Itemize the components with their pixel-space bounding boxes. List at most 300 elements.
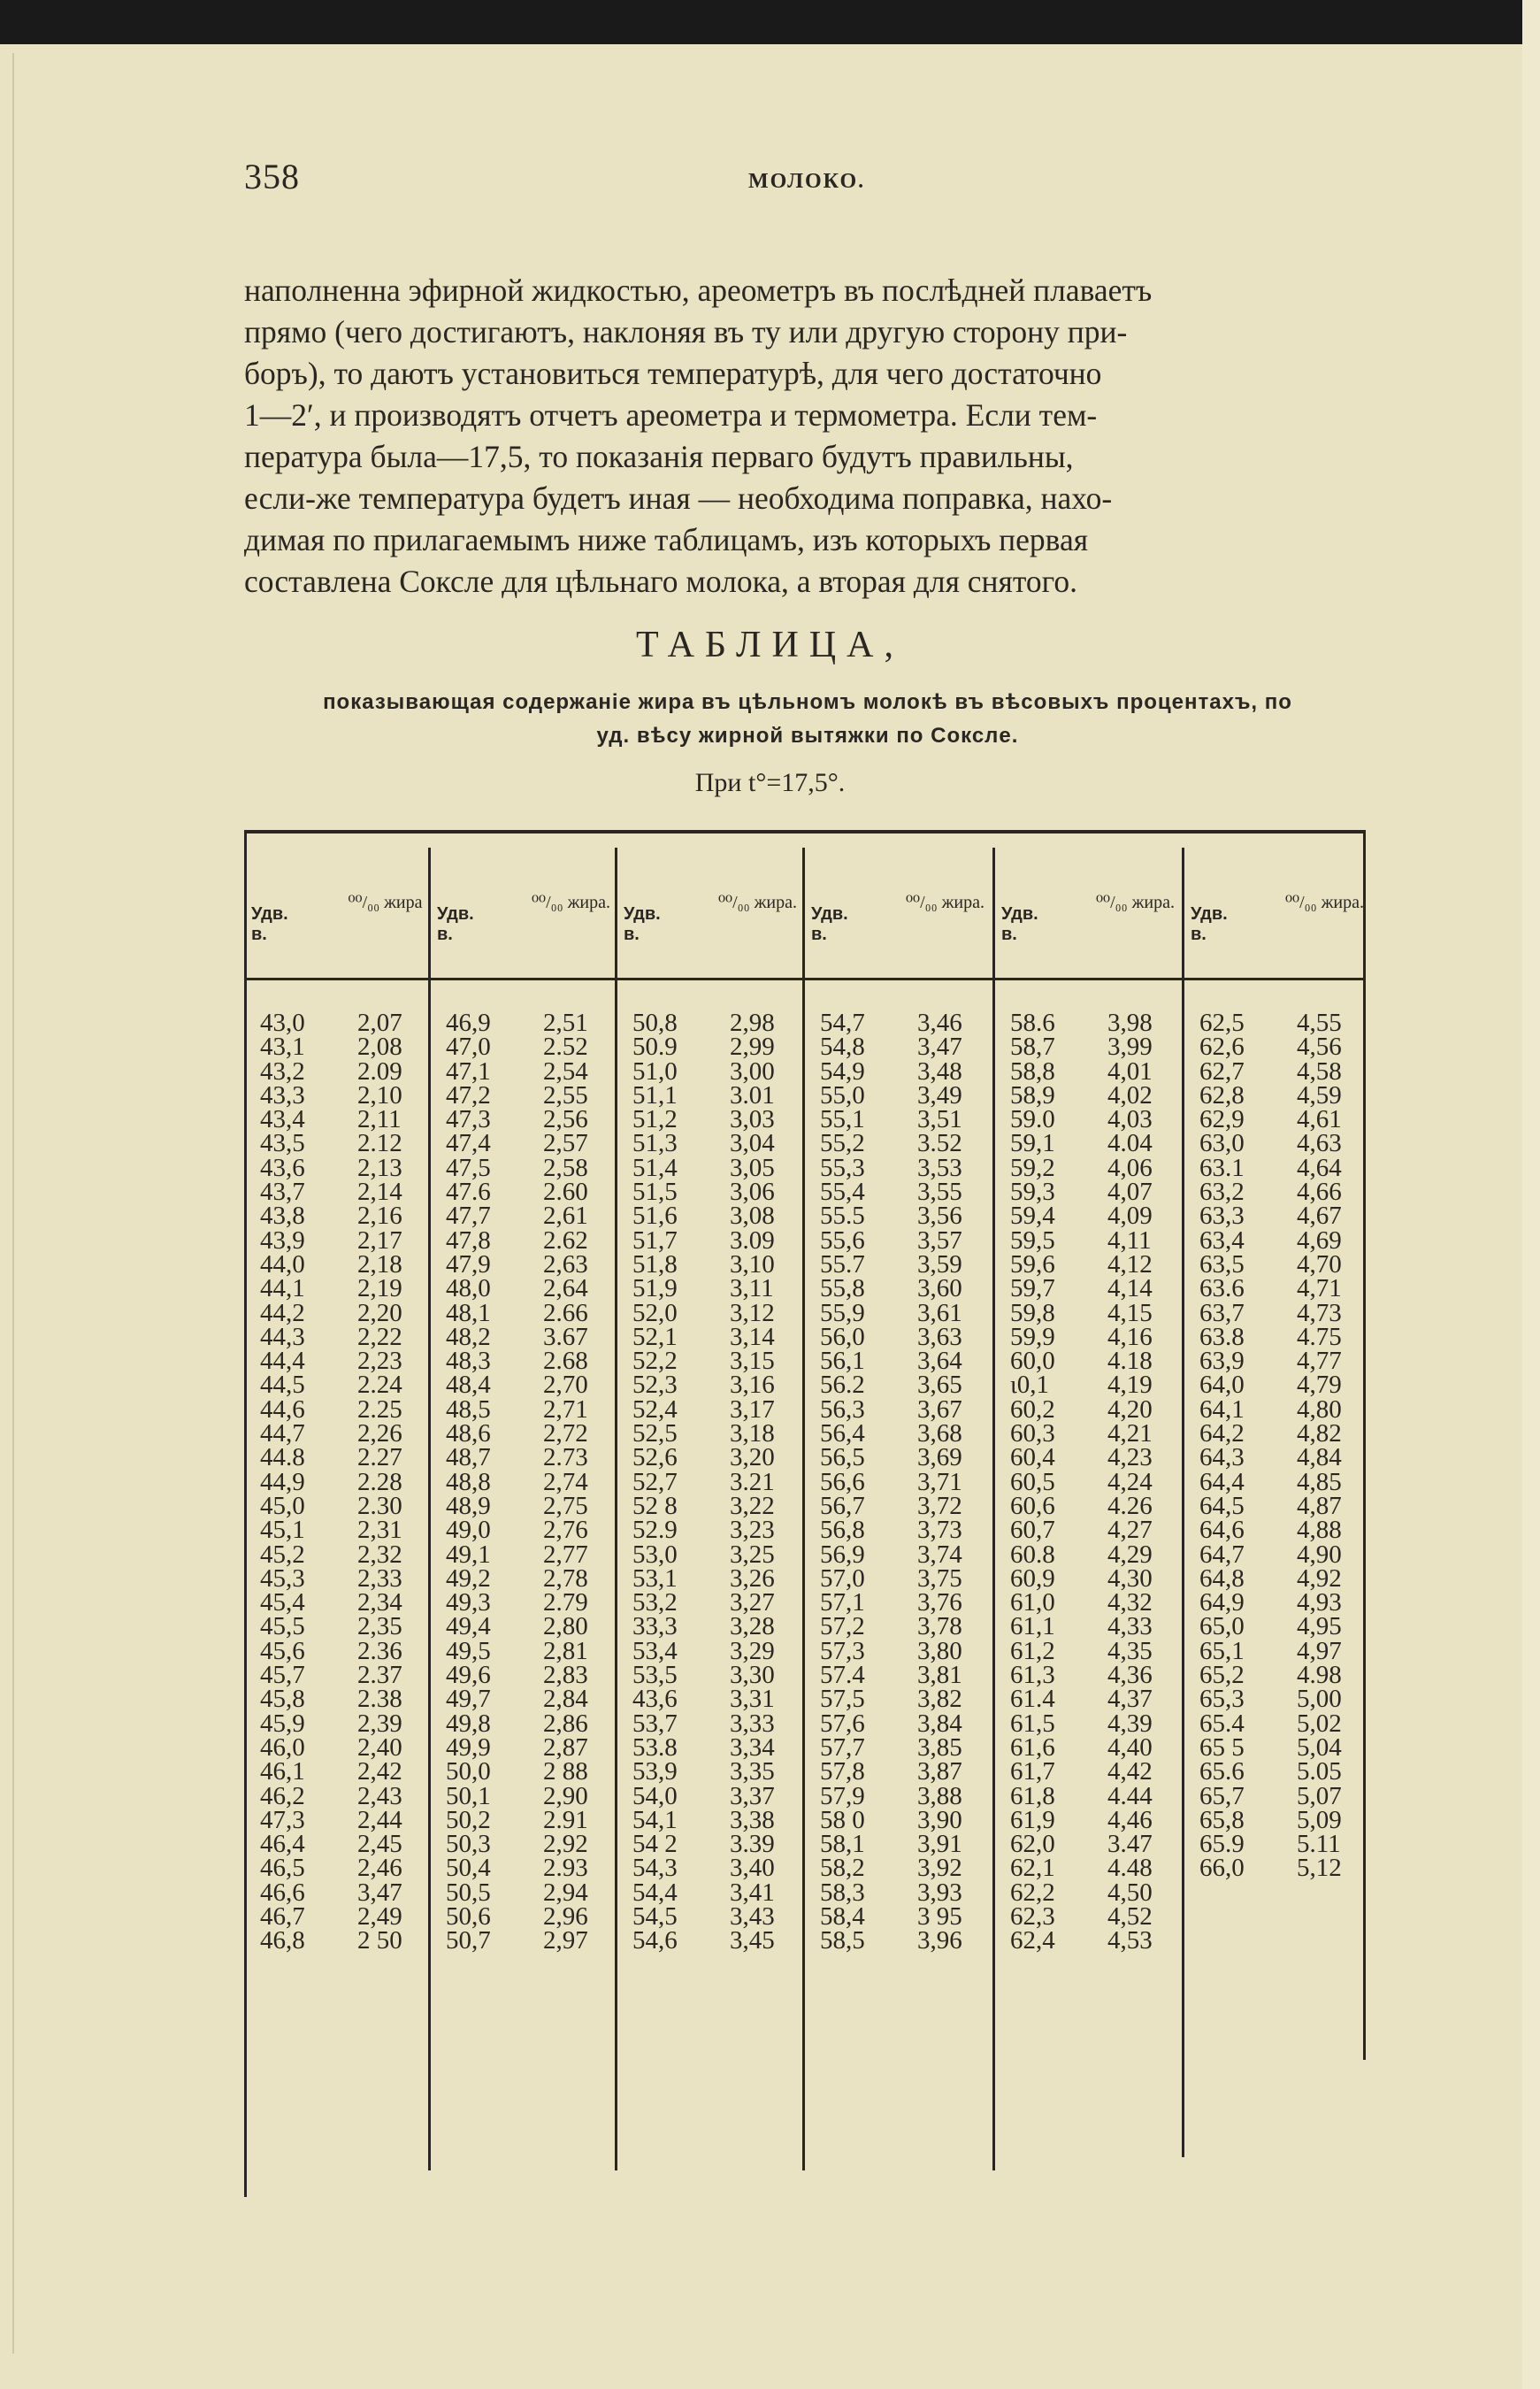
table-row xyxy=(1199,1129,1376,1158)
specific-gravity-cell: 63,0 xyxy=(1199,1129,1245,1158)
specific-gravity-cell: 43,6 xyxy=(260,1153,305,1182)
specific-gravity-cell: 52,5 xyxy=(632,1419,678,1448)
fat-percent-cell: 3,57 xyxy=(917,1225,962,1255)
fat-percent-cell: 4,84 xyxy=(1297,1443,1342,1472)
specific-gravity-cell: 63,5 xyxy=(1199,1249,1245,1279)
specific-gravity-cell: 49,8 xyxy=(446,1709,491,1738)
fat-percent-cell: 3,31 xyxy=(730,1685,775,1714)
fat-percent-cell: 3,88 xyxy=(917,1781,962,1810)
specific-gravity-cell: 58,3 xyxy=(820,1878,865,1907)
table-row xyxy=(820,1080,997,1110)
table-row xyxy=(446,1563,623,1593)
fat-percent-cell: 3,69 xyxy=(917,1443,962,1472)
table-row xyxy=(446,1178,623,1207)
specific-gravity-cell: 49,0 xyxy=(446,1516,491,1545)
table-row xyxy=(632,1612,809,1641)
column-header-udv: Удв. в. xyxy=(624,904,661,944)
body-line: наполненна эфирной жидкостью, ареометръ въ послѣдней плаваетъ xyxy=(244,273,1153,308)
fat-percent-cell: 2,54 xyxy=(543,1056,588,1086)
fat-percent-cell: 2.60 xyxy=(543,1178,588,1207)
table-row xyxy=(820,1129,997,1158)
table-row xyxy=(1010,1732,1187,1762)
specific-gravity-cell: 44,4 xyxy=(260,1347,305,1376)
specific-gravity-cell: 53,0 xyxy=(632,1540,678,1569)
specific-gravity-cell: 62,0 xyxy=(1010,1830,1055,1859)
specific-gravity-cell: 54,3 xyxy=(632,1854,678,1883)
table-row xyxy=(632,1636,809,1665)
specific-gravity-cell: 49,7 xyxy=(446,1685,491,1714)
fat-percent-cell: 4,36 xyxy=(1107,1661,1153,1690)
specific-gravity-cell: 64,8 xyxy=(1199,1563,1245,1593)
fat-percent-cell: 4,23 xyxy=(1107,1443,1153,1472)
specific-gravity-cell: 48,8 xyxy=(446,1467,491,1496)
table-row xyxy=(1010,1757,1187,1786)
body-line: если-же температура будетъ иная — необходима поправка, нахо- xyxy=(244,480,1113,516)
table-row xyxy=(260,1540,437,1569)
column-header-percent: ⁰⁰/₀₀ жира. xyxy=(1096,893,1175,912)
specific-gravity-cell: 52 8 xyxy=(632,1491,678,1520)
table-row xyxy=(820,1443,997,1472)
table-row xyxy=(260,1612,437,1641)
table-title: ТАБЛИЦА, xyxy=(636,625,904,665)
table-row xyxy=(446,1202,623,1231)
fat-percent-cell: 2,84 xyxy=(543,1685,588,1714)
fat-percent-cell: 5,02 xyxy=(1297,1709,1342,1738)
specific-gravity-cell: 52,1 xyxy=(632,1322,678,1351)
table-row xyxy=(446,1298,623,1327)
specific-gravity-cell: 45,7 xyxy=(260,1661,305,1690)
fat-percent-cell: 3,45 xyxy=(730,1926,775,1955)
specific-gravity-cell: 51,4 xyxy=(632,1153,678,1182)
specific-gravity-cell: 60,6 xyxy=(1010,1491,1055,1520)
specific-gravity-cell: 58,7 xyxy=(1010,1033,1055,1062)
fat-percent-cell: 2,94 xyxy=(543,1878,588,1907)
specific-gravity-cell: 50,3 xyxy=(446,1830,491,1859)
specific-gravity-cell: 65.9 xyxy=(1199,1830,1245,1859)
fat-percent-cell: 4,58 xyxy=(1297,1056,1342,1086)
specific-gravity-cell: 49,3 xyxy=(446,1588,491,1617)
fat-percent-cell: 3,35 xyxy=(730,1757,775,1786)
table-row xyxy=(446,1901,623,1931)
table-row xyxy=(1199,1419,1376,1448)
table-row xyxy=(1199,1805,1376,1834)
specific-gravity-cell: 61,9 xyxy=(1010,1805,1055,1834)
specific-gravity-cell: 55,9 xyxy=(820,1298,865,1327)
specific-gravity-cell: 50,6 xyxy=(446,1901,491,1931)
table-row xyxy=(820,1394,997,1424)
specific-gravity-cell: 58,2 xyxy=(820,1854,865,1883)
specific-gravity-cell: 50,5 xyxy=(446,1878,491,1907)
specific-gravity-cell: 46,7 xyxy=(260,1901,305,1931)
table-row xyxy=(260,1588,437,1617)
table-row xyxy=(1199,1249,1376,1279)
specific-gravity-cell: 48,5 xyxy=(446,1394,491,1424)
specific-gravity-cell: 55,1 xyxy=(820,1105,865,1134)
table-row xyxy=(632,1805,809,1834)
column-header-percent: ⁰⁰/₀₀ жира. xyxy=(718,893,797,912)
table-row xyxy=(446,1830,623,1859)
table-row xyxy=(820,1056,997,1086)
fat-percent-cell: 4,11 xyxy=(1107,1225,1152,1255)
specific-gravity-cell: 60,9 xyxy=(1010,1563,1055,1593)
specific-gravity-cell: 50,8 xyxy=(632,1009,678,1037)
fat-percent-cell: 3,27 xyxy=(730,1588,775,1617)
specific-gravity-cell: 63.6 xyxy=(1199,1274,1245,1303)
specific-gravity-cell: 57,8 xyxy=(820,1757,865,1786)
specific-gravity-cell: 62,1 xyxy=(1010,1854,1055,1883)
table-row xyxy=(820,1274,997,1303)
fat-percent-cell: 2.68 xyxy=(543,1347,588,1376)
specific-gravity-cell: 62,4 xyxy=(1010,1926,1055,1955)
fat-percent-cell: 3,53 xyxy=(917,1153,962,1182)
fat-percent-cell: 2,34 xyxy=(357,1588,402,1617)
fat-percent-cell: 2,40 xyxy=(357,1732,402,1762)
fat-percent-cell: 2.36 xyxy=(357,1636,402,1665)
fat-percent-cell: 3,41 xyxy=(730,1878,775,1907)
fat-percent-cell: 2,08 xyxy=(357,1033,402,1062)
specific-gravity-cell: 57,5 xyxy=(820,1685,865,1714)
table-row xyxy=(820,1371,997,1400)
fat-percent-cell: 3,82 xyxy=(917,1685,962,1714)
fat-percent-cell: 3,99 xyxy=(1107,1033,1153,1062)
specific-gravity-cell: 49,2 xyxy=(446,1563,491,1593)
table-row xyxy=(260,1830,437,1859)
specific-gravity-cell: 47.6 xyxy=(446,1178,491,1207)
specific-gravity-cell: 63,7 xyxy=(1199,1298,1245,1327)
table-row xyxy=(820,1153,997,1182)
specific-gravity-cell: 46,1 xyxy=(260,1757,305,1786)
table-row xyxy=(632,1830,809,1859)
specific-gravity-cell: 63.1 xyxy=(1199,1153,1245,1182)
fat-percent-cell: 5,09 xyxy=(1297,1805,1342,1834)
fat-percent-cell: 3,71 xyxy=(917,1467,962,1496)
specific-gravity-cell: 59,6 xyxy=(1010,1249,1055,1279)
specific-gravity-cell: 45,3 xyxy=(260,1563,305,1593)
fat-percent-cell: 3,60 xyxy=(917,1274,962,1303)
fat-percent-cell: 4,37 xyxy=(1107,1685,1153,1714)
table-row xyxy=(1010,1491,1187,1520)
specific-gravity-cell: 57,2 xyxy=(820,1612,865,1641)
fat-percent-cell: 2,74 xyxy=(543,1467,588,1496)
specific-gravity-cell: 43,4 xyxy=(260,1105,305,1134)
specific-gravity-cell: 57,6 xyxy=(820,1709,865,1738)
table-row xyxy=(260,1033,437,1062)
specific-gravity-cell: 62,9 xyxy=(1199,1105,1245,1134)
table-row xyxy=(820,1588,997,1617)
fat-percent-cell: 3,00 xyxy=(730,1056,775,1086)
table-row xyxy=(260,1491,437,1520)
specific-gravity-cell: 50,1 xyxy=(446,1781,491,1810)
table-row xyxy=(1199,1612,1376,1641)
specific-gravity-cell: 61,7 xyxy=(1010,1757,1055,1786)
specific-gravity-cell: 53,5 xyxy=(632,1661,678,1690)
fat-percent-cell: 4,12 xyxy=(1107,1249,1153,1279)
fat-percent-cell: 4,97 xyxy=(1297,1636,1342,1665)
table-row xyxy=(632,1249,809,1279)
table-row xyxy=(446,1516,623,1545)
specific-gravity-cell: 56.2 xyxy=(820,1371,865,1400)
table-row xyxy=(1199,1322,1376,1351)
table-row xyxy=(446,1443,623,1472)
fat-percent-cell: 3,18 xyxy=(730,1419,775,1448)
specific-gravity-cell: 44,9 xyxy=(260,1467,305,1496)
fat-percent-cell: 2,80 xyxy=(543,1612,588,1641)
table-row xyxy=(632,1011,809,1035)
fat-percent-cell: 2,46 xyxy=(357,1854,402,1883)
specific-gravity-cell: 57.4 xyxy=(820,1661,865,1690)
fat-percent-cell: 3,76 xyxy=(917,1588,962,1617)
table-row xyxy=(820,1612,997,1641)
specific-gravity-cell: 55.5 xyxy=(820,1202,865,1231)
specific-gravity-cell: 43,9 xyxy=(260,1225,305,1255)
table-row xyxy=(446,1661,623,1690)
table-row xyxy=(446,1491,623,1520)
table-row xyxy=(820,1322,997,1351)
specific-gravity-cell: 56,7 xyxy=(820,1491,865,1520)
table-row xyxy=(446,1011,623,1035)
specific-gravity-cell: 44,1 xyxy=(260,1274,305,1303)
table-row xyxy=(1010,1347,1187,1376)
fat-percent-cell: 4,92 xyxy=(1297,1563,1342,1593)
fat-percent-cell: 2,39 xyxy=(357,1709,402,1738)
table-row xyxy=(632,1540,809,1569)
fat-percent-cell: 3,08 xyxy=(730,1202,775,1231)
column-header-percent: ⁰⁰/₀₀ жира. xyxy=(532,893,610,912)
fat-percent-cell: 2,55 xyxy=(543,1080,588,1110)
specific-gravity-cell: 46,0 xyxy=(260,1732,305,1762)
specific-gravity-cell: 60,0 xyxy=(1010,1347,1055,1376)
table-row xyxy=(632,1347,809,1376)
table-row xyxy=(632,1516,809,1545)
specific-gravity-cell: 65.6 xyxy=(1199,1757,1245,1786)
specific-gravity-cell: 56,0 xyxy=(820,1322,865,1351)
table-row xyxy=(446,1685,623,1714)
fat-percent-cell: 3,03 xyxy=(730,1105,775,1134)
fat-percent-cell: 3,91 xyxy=(917,1830,962,1859)
table-row xyxy=(260,1443,437,1472)
fat-percent-cell: 2,90 xyxy=(543,1781,588,1810)
specific-gravity-cell: 43,8 xyxy=(260,1202,305,1231)
specific-gravity-cell: 58,8 xyxy=(1010,1056,1055,1086)
table-row xyxy=(1010,1805,1187,1834)
table-row xyxy=(632,1056,809,1086)
specific-gravity-cell: 52,7 xyxy=(632,1467,678,1496)
fat-percent-cell: 4.75 xyxy=(1297,1322,1342,1351)
specific-gravity-cell: 64,5 xyxy=(1199,1491,1245,1520)
specific-gravity-cell: 48,4 xyxy=(446,1371,491,1400)
specific-gravity-cell: 64,0 xyxy=(1199,1371,1245,1400)
specific-gravity-cell: 57,0 xyxy=(820,1563,865,1593)
table-row xyxy=(446,1105,623,1134)
specific-gravity-cell: 57,1 xyxy=(820,1588,865,1617)
specific-gravity-cell: 53,2 xyxy=(632,1588,678,1617)
fat-percent-cell: 3,64 xyxy=(917,1347,962,1376)
body-line: пература была—17,5, то показанія перваго будутъ правильны, xyxy=(244,439,1074,474)
fat-percent-cell: 3,92 xyxy=(917,1854,962,1883)
table-row xyxy=(446,1056,623,1086)
table-row xyxy=(1199,1516,1376,1545)
specific-gravity-cell: 50,0 xyxy=(446,1757,491,1786)
specific-gravity-cell: 44,5 xyxy=(260,1371,305,1400)
specific-gravity-cell: 52,6 xyxy=(632,1443,678,1472)
table-row xyxy=(632,1153,809,1182)
specific-gravity-cell: 45,9 xyxy=(260,1709,305,1738)
specific-gravity-cell: 47,2 xyxy=(446,1080,491,1110)
fat-percent-cell: 3,26 xyxy=(730,1563,775,1593)
specific-gravity-cell: 55,2 xyxy=(820,1129,865,1158)
table-row xyxy=(820,1225,997,1255)
fat-percent-cell: 3.52 xyxy=(917,1129,962,1158)
fat-percent-cell: 2.09 xyxy=(357,1056,402,1086)
table-row xyxy=(820,1298,997,1327)
specific-gravity-cell: 59,7 xyxy=(1010,1274,1055,1303)
fat-percent-cell: 4,79 xyxy=(1297,1371,1342,1400)
table-row xyxy=(820,1830,997,1859)
page-number: 358 xyxy=(244,157,300,196)
table-header-rule xyxy=(244,978,1366,980)
specific-gravity-cell: 64,7 xyxy=(1199,1540,1245,1569)
table-row xyxy=(446,1322,623,1351)
table-row xyxy=(260,1781,437,1810)
fat-percent-cell: 3,12 xyxy=(730,1298,775,1327)
fat-percent-cell: 4,40 xyxy=(1107,1732,1153,1762)
specific-gravity-cell: 61,8 xyxy=(1010,1781,1055,1810)
fat-percent-cell: 5.05 xyxy=(1297,1757,1342,1786)
specific-gravity-cell: 48,2 xyxy=(446,1322,491,1351)
fat-percent-cell: 2,45 xyxy=(357,1830,402,1859)
specific-gravity-cell: 50.9 xyxy=(632,1033,678,1062)
table-row xyxy=(260,1274,437,1303)
specific-gravity-cell: 49,6 xyxy=(446,1661,491,1690)
fat-percent-cell: 3,06 xyxy=(730,1178,775,1207)
fat-percent-cell: 4,95 xyxy=(1297,1612,1342,1641)
fat-percent-cell: 3,75 xyxy=(917,1563,962,1593)
specific-gravity-cell: 46,6 xyxy=(260,1878,305,1907)
specific-gravity-cell: 44.8 xyxy=(260,1443,305,1472)
specific-gravity-cell: 47,1 xyxy=(446,1056,491,1086)
fat-percent-cell: 5.11 xyxy=(1297,1830,1341,1859)
body-line: боръ), то даютъ установиться температурѣ, для чего достаточно xyxy=(244,356,1102,391)
table-row xyxy=(1199,1661,1376,1690)
table-row xyxy=(1199,1033,1376,1062)
table-row xyxy=(632,1757,809,1786)
table-row xyxy=(632,1661,809,1690)
specific-gravity-cell: 62,2 xyxy=(1010,1878,1055,1907)
specific-gravity-cell: 63,2 xyxy=(1199,1178,1245,1207)
fat-percent-cell: 4.26 xyxy=(1107,1491,1153,1520)
specific-gravity-cell: 59,5 xyxy=(1010,1225,1055,1255)
table-row xyxy=(1010,1129,1187,1158)
table-row xyxy=(1199,1732,1376,1762)
column-header-udv: Удв. в. xyxy=(251,904,288,944)
table-data-column xyxy=(446,1011,623,1954)
fat-percent-cell: 3,74 xyxy=(917,1540,962,1569)
specific-gravity-cell: 56,9 xyxy=(820,1540,865,1569)
specific-gravity-cell: 47,3 xyxy=(446,1105,491,1134)
fat-percent-cell: 3,20 xyxy=(730,1443,775,1472)
fat-percent-cell: 2,49 xyxy=(357,1901,402,1931)
fat-percent-cell: 5,04 xyxy=(1297,1732,1342,1762)
table-row xyxy=(260,1105,437,1134)
table-row xyxy=(446,1781,623,1810)
table-row xyxy=(632,1709,809,1738)
specific-gravity-cell: 51,5 xyxy=(632,1178,678,1207)
scan-top-border xyxy=(0,0,1540,44)
specific-gravity-cell: 54,9 xyxy=(820,1056,865,1086)
table-row xyxy=(260,1202,437,1231)
table-row xyxy=(820,1347,997,1376)
specific-gravity-cell: 51,1 xyxy=(632,1080,678,1110)
specific-gravity-cell: 65.4 xyxy=(1199,1709,1245,1738)
specific-gravity-cell: 65,2 xyxy=(1199,1661,1245,1690)
specific-gravity-cell: 54,1 xyxy=(632,1805,678,1834)
table-row xyxy=(446,1926,623,1955)
specific-gravity-cell: 46,4 xyxy=(260,1830,305,1859)
specific-gravity-cell: 47,9 xyxy=(446,1249,491,1279)
table-row xyxy=(632,1854,809,1883)
table-row xyxy=(260,1298,437,1327)
fat-percent-cell: 2,96 xyxy=(543,1901,588,1931)
fat-percent-cell: 3,78 xyxy=(917,1612,962,1641)
table-caption-line: показывающая содержаніе жира въ цѣльномъ молокѣ въ вѣсовыхъ процентахъ, по xyxy=(323,690,1292,714)
column-header-udv: Удв. в. xyxy=(811,904,848,944)
specific-gravity-cell: 62,8 xyxy=(1199,1080,1245,1110)
specific-gravity-cell: 62,6 xyxy=(1199,1033,1245,1062)
specific-gravity-cell: 53.8 xyxy=(632,1732,678,1762)
specific-gravity-cell: 59,2 xyxy=(1010,1153,1055,1182)
fat-percent-cell: 4,32 xyxy=(1107,1588,1153,1617)
fat-percent-cell: 3,72 xyxy=(917,1491,962,1520)
fat-percent-cell: 2.38 xyxy=(357,1685,402,1714)
table-row xyxy=(1010,1011,1187,1035)
table-row xyxy=(632,1202,809,1231)
fat-percent-cell: 3 95 xyxy=(917,1901,962,1931)
fat-percent-cell: 5,00 xyxy=(1297,1685,1342,1714)
specific-gravity-cell: 60,7 xyxy=(1010,1516,1055,1545)
table-row xyxy=(820,1661,997,1690)
specific-gravity-cell: 61,6 xyxy=(1010,1732,1055,1762)
column-header-udv: Удв. в. xyxy=(1191,904,1228,944)
fat-percent-cell: 4,70 xyxy=(1297,1249,1342,1279)
table-row xyxy=(1010,1612,1187,1641)
table-row xyxy=(1199,1854,1376,1883)
fat-percent-cell: 3,23 xyxy=(730,1516,775,1545)
table-row xyxy=(1010,1661,1187,1690)
fat-percent-cell: 4,20 xyxy=(1107,1394,1153,1424)
table-row xyxy=(446,1225,623,1255)
specific-gravity-cell: 59,9 xyxy=(1010,1322,1055,1351)
table-row xyxy=(446,1709,623,1738)
table-top-rule xyxy=(244,830,1366,833)
specific-gravity-cell: 44,6 xyxy=(260,1394,305,1424)
fat-percent-cell: 4,07 xyxy=(1107,1178,1153,1207)
fat-percent-cell: 4,06 xyxy=(1107,1153,1153,1182)
specific-gravity-cell: 54 2 xyxy=(632,1830,678,1859)
table-row xyxy=(260,1467,437,1496)
table-row xyxy=(260,1153,437,1182)
table-row xyxy=(260,1056,437,1086)
specific-gravity-cell: 45,4 xyxy=(260,1588,305,1617)
table-row xyxy=(446,1636,623,1665)
specific-gravity-cell: 65,0 xyxy=(1199,1612,1245,1641)
specific-gravity-cell: 53,1 xyxy=(632,1563,678,1593)
specific-gravity-cell: 54,0 xyxy=(632,1781,678,1810)
table-row xyxy=(1010,1926,1187,1955)
fat-content-table xyxy=(244,830,1366,2219)
table-row xyxy=(820,1178,997,1207)
fat-percent-cell: 4,01 xyxy=(1107,1056,1153,1086)
table-row xyxy=(260,1709,437,1738)
